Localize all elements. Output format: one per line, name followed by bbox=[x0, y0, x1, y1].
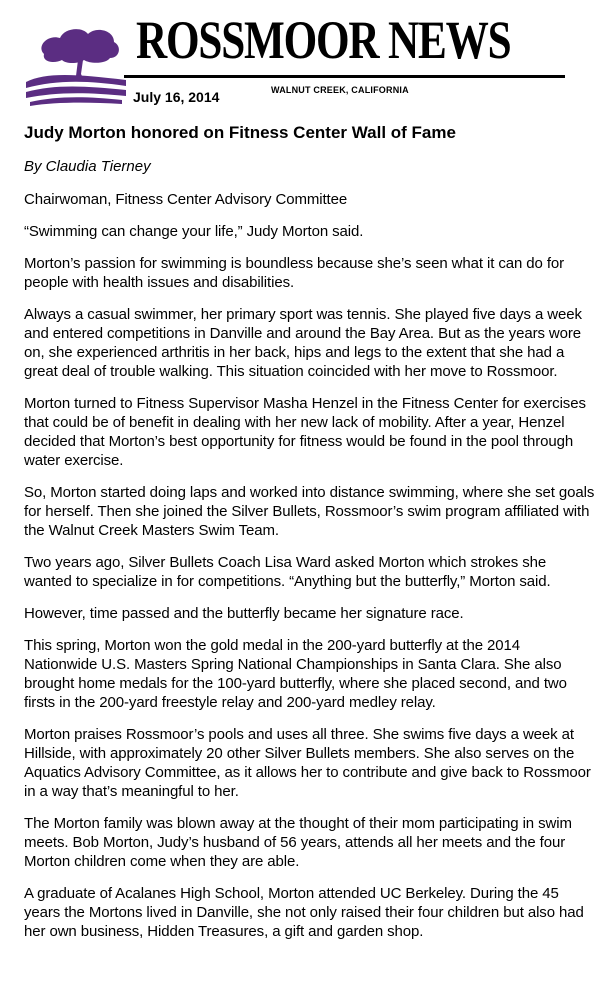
article-paragraph: Chairwoman, Fitness Center Advisory Committee bbox=[24, 191, 348, 208]
article-headline: Judy Morton honored on Fitness Center Wall of Fame bbox=[24, 123, 456, 142]
article-paragraph: So, Morton started doing laps and worked into distance swimming, where she set goals for herself. Then she joined the Silver Bullets, Rossmoor’s swim program affiliated with the Walnut Creek Masters Swim Team. bbox=[24, 484, 595, 539]
article-paragraph: “Swimming can change your life,” Judy Morton said. bbox=[24, 223, 364, 240]
article-paragraph: However, time passed and the butterfly became her signature race. bbox=[24, 605, 464, 622]
article-byline: By Claudia Tierney bbox=[24, 158, 151, 175]
article-paragraph: Morton praises Rossmoor’s pools and uses all three. She swims five days a week at Hillside, with approximately 20 other Silver Bullets members. She also serves on the Aquatics Advisory Committee, as it allows her to contribute and give back to Rossmoor in a way that’s meaningful to her. bbox=[24, 726, 591, 800]
masthead-rule bbox=[124, 75, 565, 78]
article-paragraph: Always a casual swimmer, her primary sport was tennis. She played five days a week and entered competitions in Danville and around the Bay Area. But as the years wore on, she experienced arthritis in her back, hips and legs to the extent that she had a great deal of trouble walking. This situation coincided with her move to Rossmoor. bbox=[24, 306, 582, 380]
masthead-title: ROSSMOOR NEWS bbox=[136, 10, 511, 70]
article bbox=[24, 123, 596, 954]
hill-middle bbox=[26, 87, 126, 99]
masthead bbox=[0, 0, 614, 115]
hill-bottom bbox=[30, 97, 122, 106]
issue-date: July 16, 2014 bbox=[133, 89, 220, 105]
oak-tree-hills-logo bbox=[26, 24, 126, 106]
tree-canopy bbox=[41, 29, 119, 63]
article-paragraph: Morton’s passion for swimming is boundless because she’s seen what it can do for people with health issues and disabilities. bbox=[24, 255, 565, 291]
article-paragraph: Two years ago, Silver Bullets Coach Lisa Ward asked Morton which strokes she wanted to specialize in for competitions. “Anything but the butterfly,” Morton said. bbox=[24, 554, 551, 590]
article-paragraph: Morton turned to Fitness Supervisor Masha Henzel in the Fitness Center for exercises that could be of benefit in dealing with her new lack of mobility. After a year, Henzel decided that Morton’s best opportunity for fitness would be found in the pool through water exercise. bbox=[24, 395, 586, 469]
hill-top bbox=[26, 75, 126, 88]
location-line: WALNUT CREEK, CALIFORNIA bbox=[271, 85, 409, 95]
article-paragraph: The Morton family was blown away at the thought of their mom participating in swim meets. Bob Morton, Judy’s husband of 56 years, attends all her meets and the four Morton children come when they are able. bbox=[24, 815, 572, 870]
article-paragraph: A graduate of Acalanes High School, Morton attended UC Berkeley. During the 45 years the Mortons lived in Danville, she not only raised their four children but also had her own business, Hidden Treasures, a gift and garden shop. bbox=[24, 885, 584, 940]
article-paragraph: This spring, Morton won the gold medal in the 200-yard butterfly at the 2014 Nationwide U.S. Masters Spring National Championships in Santa Clara. She also brought home medals for the 100-yard butterfly, where she placed second, and two firsts in the 200-yard freestyle relay and 200-yard medley relay. bbox=[24, 637, 567, 711]
